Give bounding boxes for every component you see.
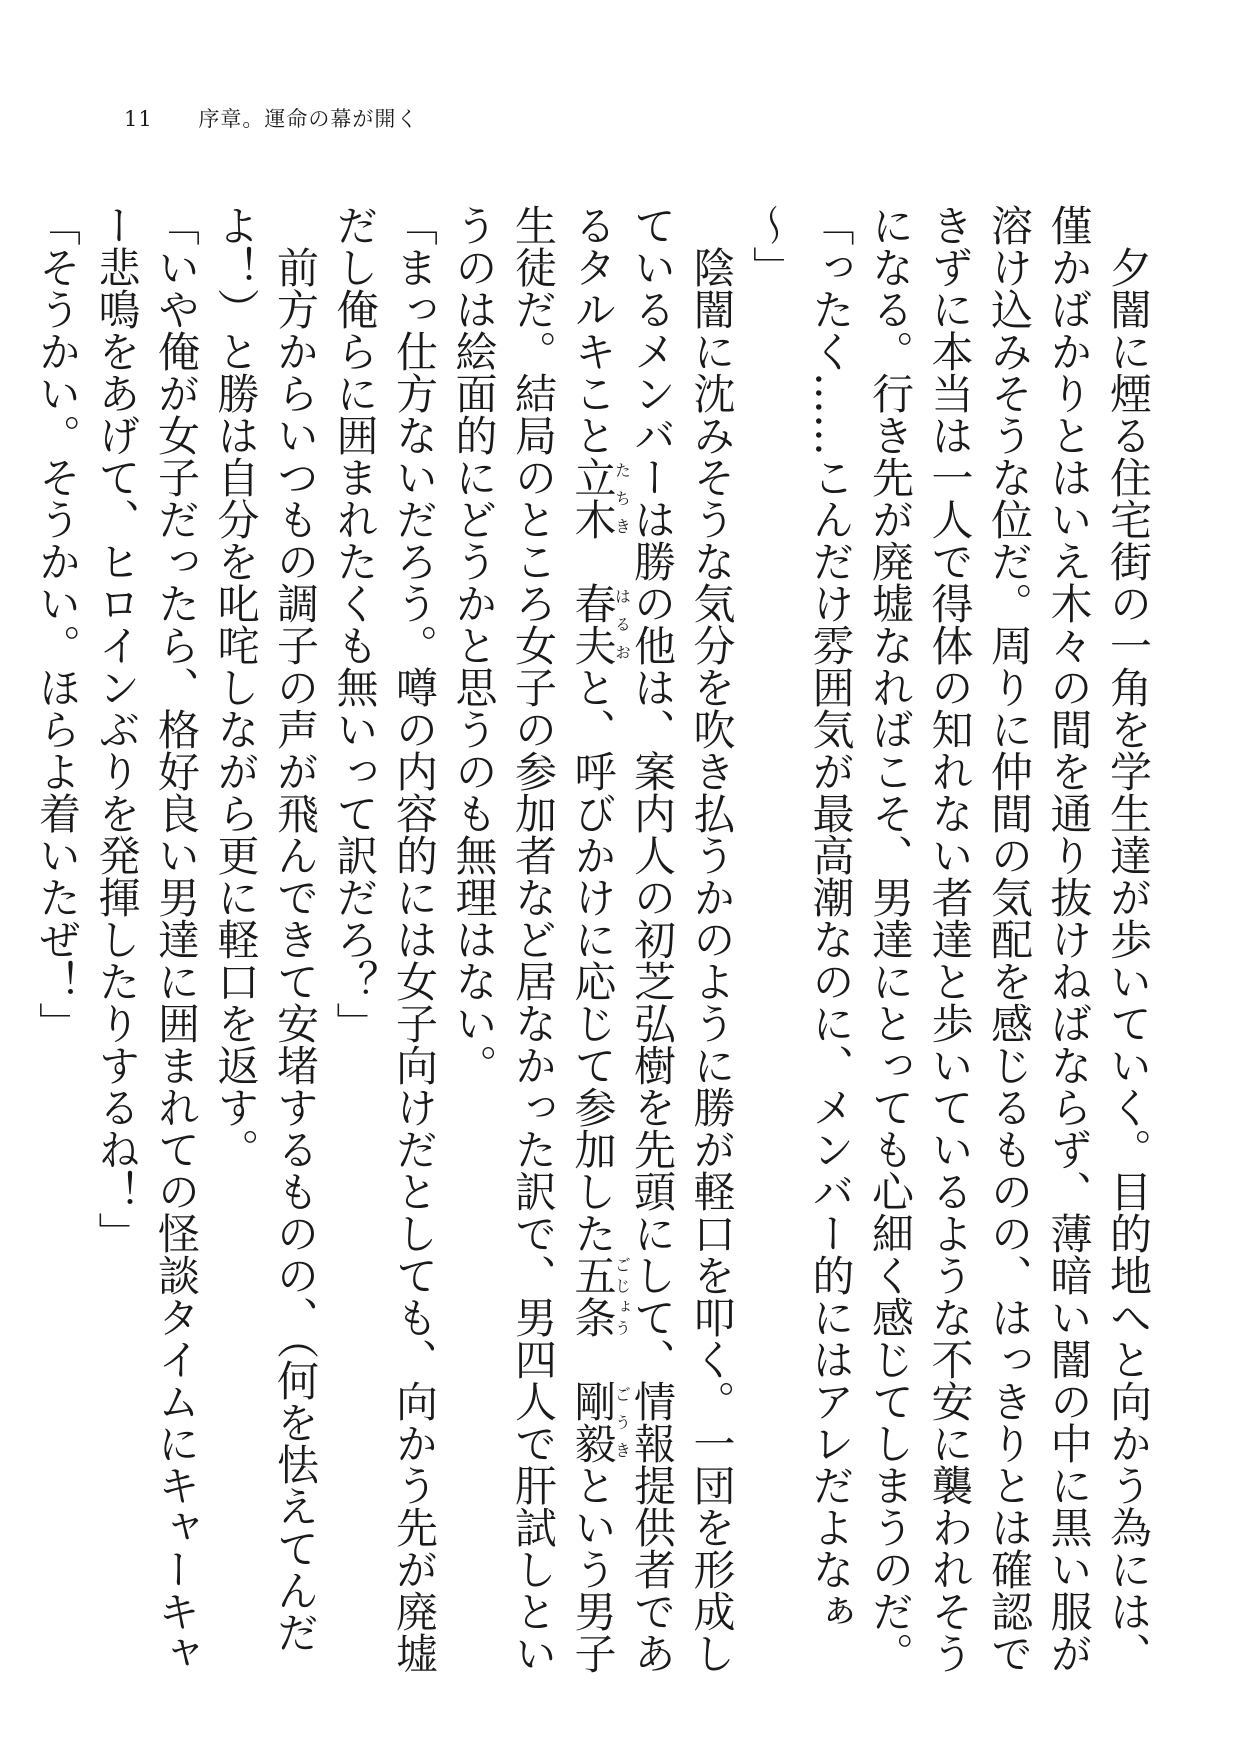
- ruby-gojou: [568, 1254, 632, 1338]
- ruby-gouki-reading: ごうき: [612, 1380, 632, 1464]
- paragraph-5: 前方からいつもの調子の声が飛んできて安堵するものの、（何を怯えてんだよ！）と勝は自分を叱咤しながら更に軽口を返す。: [211, 204, 320, 1653]
- ruby-gouki-base: 剛毅: [568, 1380, 618, 1464]
- paragraph-1: 夕闇に煙る住宅街の一角を学生達が歩いていく。目的地へと向かう為には、僅かばかりとはいえ木々の間を通り抜けねばならず、薄暗い闇の中に黒い服が溶け込みそうな位だ。周りに仲間の気配を感じるものの、はっきりとは確認できずに本当は一人で得体の知れない者達と歩いているような不安に襲われそうになる。行き先が廃墟なればこそ、男達にとっても心細く感じてしまうのだ。: [866, 204, 1153, 1674]
- ruby-tachiki-base: 立木: [568, 456, 618, 540]
- ruby-tachiki: [568, 456, 632, 540]
- paragraph-2: 「ったく……こんだけ雰囲気が最高潮なのに、メンバー的にはアレだよなぁ～」: [747, 204, 856, 1632]
- paragraph-4: 「まっ仕方ないだろう。噂の内容的には女子向けだとしても、向かう先が廃墟だし俺らに囲まれたくも無いって訳だろ？」: [330, 204, 439, 1674]
- ruby-haruo: [568, 582, 632, 666]
- paragraph-3-part-c: と、呼びかけに応じて参加した: [568, 666, 618, 1254]
- paragraph-3-part-e: という男子生徒だ。結局のところ女子の参加者など居なかった訳で、男四人で肝試しというのは絵面的にどうかと思うのも無理はない。: [449, 204, 618, 1674]
- ruby-tachiki-reading: たちき: [612, 456, 632, 540]
- chapter-title: 序章。運命の幕が開く: [198, 107, 419, 131]
- paragraph-3: [444, 204, 742, 1674]
- page-number: 11: [124, 107, 153, 131]
- ruby-gojou-base: 五条: [568, 1254, 618, 1338]
- paragraph-3-part-d: [569, 1338, 618, 1380]
- paragraph-3-part-a: 陰闇に沈みそうな気分を吹き払うかのように勝が軽口を叩く。一団を形成しているメンバーは勝の他は、案内人の初芝弘樹を先頭にして、情報提供者であるタルキこと: [568, 204, 737, 1674]
- running-header: [124, 104, 418, 134]
- paragraph-3-part-b: [569, 540, 618, 582]
- ruby-gojou-reading: ごじょう: [612, 1254, 632, 1338]
- ruby-gouki: [568, 1380, 632, 1464]
- ruby-haruo-reading: はるお: [612, 582, 632, 666]
- paragraph-6: 「いや俺が女子だったら、格好良い男達に囲まれての怪談タイムにキャーキャー悲鳴をあげて、ヒロインぶりを発揮したりするね！」: [92, 204, 201, 1674]
- vertical-text-body: [33, 204, 1158, 1674]
- ruby-haruo-base: 春夫: [568, 582, 618, 666]
- paragraph-7: 「そうかい。そうかい。ほらよ着いたぜ！」: [33, 204, 82, 1044]
